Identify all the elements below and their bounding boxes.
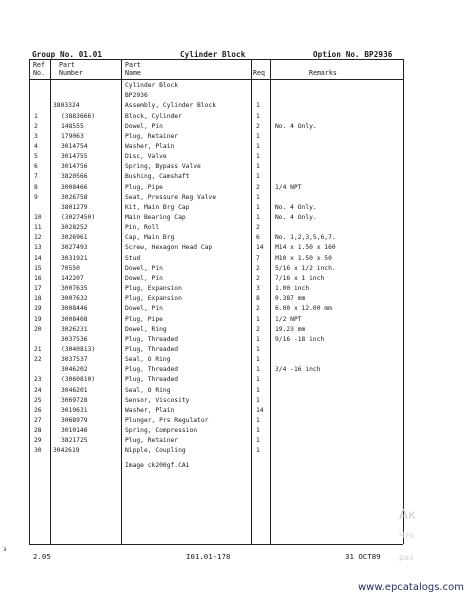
required-qty: 1: [256, 427, 260, 435]
table-row: [0, 386, 425, 396]
ref-number: 20: [34, 325, 42, 333]
image-reference: Image ck200gf.CA1: [125, 462, 190, 469]
part-name: Pin, Roll: [125, 224, 160, 232]
required-qty: 2: [256, 183, 260, 191]
part-number: 3801279: [61, 203, 88, 211]
part-name: Plug, Pipe: [125, 315, 163, 323]
remarks: M14 x 1.50 x 160: [275, 244, 336, 252]
table-row: [0, 172, 425, 182]
table-bottom-rule: [29, 544, 403, 545]
ref-number: 15: [34, 264, 42, 272]
part-name: Kit, Main Brg Cap: [125, 203, 190, 211]
ref-number: 7: [34, 173, 38, 181]
remarks: No. 4 Only.: [275, 122, 317, 130]
col-name-label-2: Name: [125, 69, 141, 77]
part-name: Bushing, Camshaft: [125, 173, 190, 181]
required-qty: 1: [256, 203, 260, 211]
part-number: (3027450): [61, 214, 96, 221]
table-row: [0, 223, 425, 233]
required-qty: 1: [256, 366, 260, 374]
part-name: Screw, Hexagon Head Cap: [125, 244, 213, 252]
table-row: [0, 213, 425, 223]
table-row: [0, 193, 425, 203]
table-row: [0, 162, 425, 172]
header-bottom-rule: [29, 79, 403, 80]
footer-document-code: I01.01-178: [186, 552, 231, 561]
part-number: 3008446: [61, 305, 88, 313]
ref-number: 11: [34, 224, 42, 232]
ref-number: 12: [34, 234, 42, 242]
part-name: Washer, Plain: [125, 142, 175, 150]
required-qty: 1: [256, 153, 260, 161]
table-row: [0, 91, 425, 101]
ref-number: 30: [34, 447, 42, 455]
part-number: 70550: [61, 264, 80, 272]
remarks: 1/2 NPT: [275, 315, 302, 323]
ghost-overlay-text-1: Ак: [399, 508, 416, 523]
part-name: Sensor, Viscosity: [125, 396, 190, 404]
table-row: [0, 264, 425, 274]
part-name: Plug, Threaded: [125, 366, 179, 374]
ref-number: 16: [34, 274, 42, 282]
part-number: 179063: [61, 132, 84, 140]
ref-number: 25: [34, 396, 42, 404]
required-qty: 1: [256, 214, 260, 221]
table-row: [0, 304, 425, 314]
part-number: 3007632: [61, 295, 88, 303]
ref-number: 29: [34, 437, 42, 445]
ref-number: 9: [34, 193, 38, 201]
part-number: 3037536: [61, 335, 88, 343]
table-top-rule: [29, 59, 403, 60]
table-row: [0, 315, 425, 325]
required-qty: 1: [256, 163, 260, 171]
required-qty: 1: [256, 437, 260, 445]
required-qty: 1: [256, 386, 260, 394]
part-name: Plug, Threaded: [125, 335, 179, 343]
required-qty: 2: [256, 325, 260, 333]
table-row: [0, 396, 425, 406]
required-qty: 3: [256, 285, 260, 292]
part-number: (3060810): [61, 376, 96, 384]
table-row: [0, 365, 425, 375]
part-name: BP2936: [125, 92, 148, 100]
ref-number: 26: [34, 406, 42, 414]
remarks: 1/4 NPT: [275, 183, 302, 191]
part-number: 3820566: [61, 173, 88, 181]
table-row: [0, 325, 425, 335]
required-qty: 7: [256, 254, 260, 262]
part-name: Cap, Main Brg: [125, 234, 175, 242]
part-number: 3068979: [61, 416, 88, 424]
part-name: Plug, Threaded: [125, 345, 179, 353]
footer-page-number: 2.05: [33, 552, 51, 561]
remarks: 1.00 inch: [275, 285, 310, 292]
watermark-link[interactable]: www.epcatalogs.com: [358, 582, 464, 593]
part-name: Block, Cylinder: [125, 112, 182, 120]
part-number: 3027493: [61, 244, 88, 252]
required-qty: 1: [256, 142, 260, 150]
part-number: 3026758: [61, 193, 88, 201]
table-row: [0, 274, 425, 284]
table-row: [0, 345, 425, 355]
group-number: Group No. 01.01: [32, 50, 103, 59]
part-number: 142207: [61, 274, 84, 282]
table-row: [0, 203, 425, 213]
ref-number: 19: [34, 315, 42, 323]
ref-number: 24: [34, 386, 42, 394]
part-number: 3008466: [61, 183, 88, 191]
col-remarks-label: Remarks: [309, 69, 337, 77]
part-name: Plug, Threaded: [125, 376, 179, 384]
required-qty: 14: [256, 244, 264, 252]
part-number: 3014754: [61, 142, 88, 150]
required-qty: 1: [256, 416, 260, 424]
col-name-label-1: Part: [125, 61, 141, 69]
required-qty: 2: [256, 122, 260, 130]
part-number: 3069728: [61, 396, 88, 404]
required-qty: 14: [256, 406, 264, 414]
ref-number: 6: [34, 163, 38, 171]
part-number: 3046202: [61, 366, 88, 374]
required-qty: 1: [256, 315, 260, 323]
ghost-overlay-text-2: Что: [399, 531, 415, 540]
table-row: [0, 294, 425, 304]
ref-number: 13: [34, 244, 42, 252]
required-qty: 1: [256, 447, 260, 455]
required-qty: 2: [256, 305, 260, 313]
part-name: Dowel, Pin: [125, 274, 163, 282]
table-row: [0, 152, 425, 162]
col-part-label-2: Number: [59, 69, 83, 77]
required-qty: 1: [256, 102, 260, 110]
remarks: No. 4 Only.: [275, 203, 317, 211]
table-row: [0, 101, 425, 111]
part-name: Washer, Plain: [125, 406, 175, 414]
ref-number: 14: [34, 254, 42, 262]
ref-number: 3: [34, 132, 38, 140]
remarks: 0.387 mm: [275, 295, 306, 303]
left-edge-mark: з: [3, 546, 7, 553]
required-qty: 1: [256, 376, 260, 384]
part-name: Main Bearing Cap: [125, 214, 186, 221]
part-number: 3019631: [61, 406, 88, 414]
part-number: 3037537: [61, 356, 88, 364]
part-name: Assembly, Cylinder Block: [125, 102, 216, 110]
part-name: Plug, Retainer: [125, 132, 179, 140]
table-row: [0, 436, 425, 446]
required-qty: 2: [256, 224, 260, 232]
part-number: 3028252: [61, 224, 88, 232]
ref-number: 23: [34, 376, 42, 384]
remarks: No. 1,2,3,5,6,7.: [275, 234, 336, 242]
ref-number: 18: [34, 295, 42, 303]
ref-number: 10: [34, 214, 42, 221]
table-row: [0, 132, 425, 142]
required-qty: 1: [256, 112, 260, 120]
table-row: [0, 426, 425, 436]
part-number: 148555: [61, 122, 84, 130]
table-row: [0, 112, 425, 122]
remarks: 7/16 x 1 inch: [275, 274, 325, 282]
ref-number: 17: [34, 285, 42, 292]
remarks: 3/4 -16 inch: [275, 366, 321, 374]
part-number: 3026231: [61, 325, 88, 333]
part-name: Dowel, Pin: [125, 305, 163, 313]
part-number: 3046201: [61, 386, 88, 394]
table-row: [0, 81, 425, 91]
required-qty: 1: [256, 335, 260, 343]
part-number: 3008468: [61, 315, 88, 323]
part-name: Plug, Expansion: [125, 285, 182, 292]
col-ref-label-1: Ref: [33, 61, 45, 69]
remarks: M10 x 1.50 x 50: [275, 254, 332, 262]
required-qty: 1: [256, 132, 260, 140]
part-name: Spring, Bypass Valve: [125, 163, 201, 171]
footer-date: 31 OCT89: [345, 552, 381, 561]
page-title: Cylinder Block: [180, 50, 246, 59]
remarks: 5/16 x 1/2 inch.: [275, 264, 336, 272]
table-row: [0, 335, 425, 345]
part-number: 3007635: [61, 285, 88, 292]
part-name: Plug, Pipe: [125, 183, 163, 191]
part-name: Stud: [125, 254, 141, 262]
required-qty: 1: [256, 193, 260, 201]
table-row: [0, 355, 425, 365]
required-qty: 1: [256, 356, 260, 364]
required-qty: 1: [256, 345, 260, 353]
remarks: 9/16 -18 inch: [275, 335, 325, 343]
part-number: 3031921: [61, 254, 88, 262]
required-qty: 2: [256, 274, 260, 282]
table-row: [0, 446, 425, 456]
remarks: 19.23 mm: [275, 325, 306, 333]
part-number: 3821725: [61, 437, 88, 445]
table-row: [0, 254, 425, 264]
part-name: Nipple, Coupling: [125, 447, 186, 455]
ref-number: 5: [34, 153, 38, 161]
part-name: Seal, O Ring: [125, 356, 171, 364]
part-name: Seat, Pressure Reg Valve: [125, 193, 216, 201]
part-name: Seal, O Ring: [125, 386, 171, 394]
ref-number: 27: [34, 416, 42, 424]
ref-number: 4: [34, 142, 38, 150]
required-qty: 8: [256, 295, 260, 303]
part-name: Spring, Compression: [125, 427, 198, 435]
part-number: (3883666): [61, 112, 96, 120]
part-number: 3014755: [61, 153, 88, 161]
ref-number: 1: [34, 112, 38, 120]
remarks: No. 4 Only.: [275, 214, 317, 221]
option-number: Option No. BP2936: [313, 50, 393, 59]
required-qty: 6: [256, 234, 260, 242]
part-name: Dowel, Pin: [125, 264, 163, 272]
table-row: [0, 284, 425, 294]
col-req-label: Req: [253, 69, 265, 77]
part-number: 3803324: [53, 102, 80, 110]
part-name: Dowel, Pin: [125, 122, 163, 130]
ref-number: 8: [34, 183, 38, 191]
required-qty: 1: [256, 173, 260, 181]
table-row: [0, 375, 425, 385]
table-row: [0, 183, 425, 193]
table-row: [0, 142, 425, 152]
ref-number: 28: [34, 427, 42, 435]
part-name: Plug, Retainer: [125, 437, 179, 445]
part-name: Cylinder Block: [125, 82, 179, 89]
part-number: 3014756: [61, 163, 88, 171]
ref-number: 19: [34, 305, 42, 313]
col-part-label-1: Part: [59, 61, 75, 69]
table-row: [0, 243, 425, 253]
ghost-overlay-text-3: раз: [399, 553, 414, 562]
part-number: (3040813): [61, 345, 96, 353]
part-number: 3042619: [53, 447, 80, 455]
required-qty: 2: [256, 264, 260, 272]
part-name: Plug, Expansion: [125, 295, 182, 303]
remarks: 6.00 x 12.00 mm: [275, 305, 332, 313]
table-row: [0, 233, 425, 243]
table-row: [0, 416, 425, 426]
part-name: Disc, Valve: [125, 153, 167, 161]
required-qty: 1: [256, 396, 260, 404]
table-row: [0, 122, 425, 132]
part-number: 3026961: [61, 234, 88, 242]
ref-number: 2: [34, 122, 38, 130]
col-ref-label-2: No.: [33, 69, 45, 77]
table-row: [0, 406, 425, 416]
ref-number: 21: [34, 345, 42, 353]
part-number: 3010146: [61, 427, 88, 435]
part-name: Dowel, Ring: [125, 325, 167, 333]
ref-number: 22: [34, 356, 42, 364]
part-name: Plunger, Prs Regulator: [125, 416, 209, 424]
